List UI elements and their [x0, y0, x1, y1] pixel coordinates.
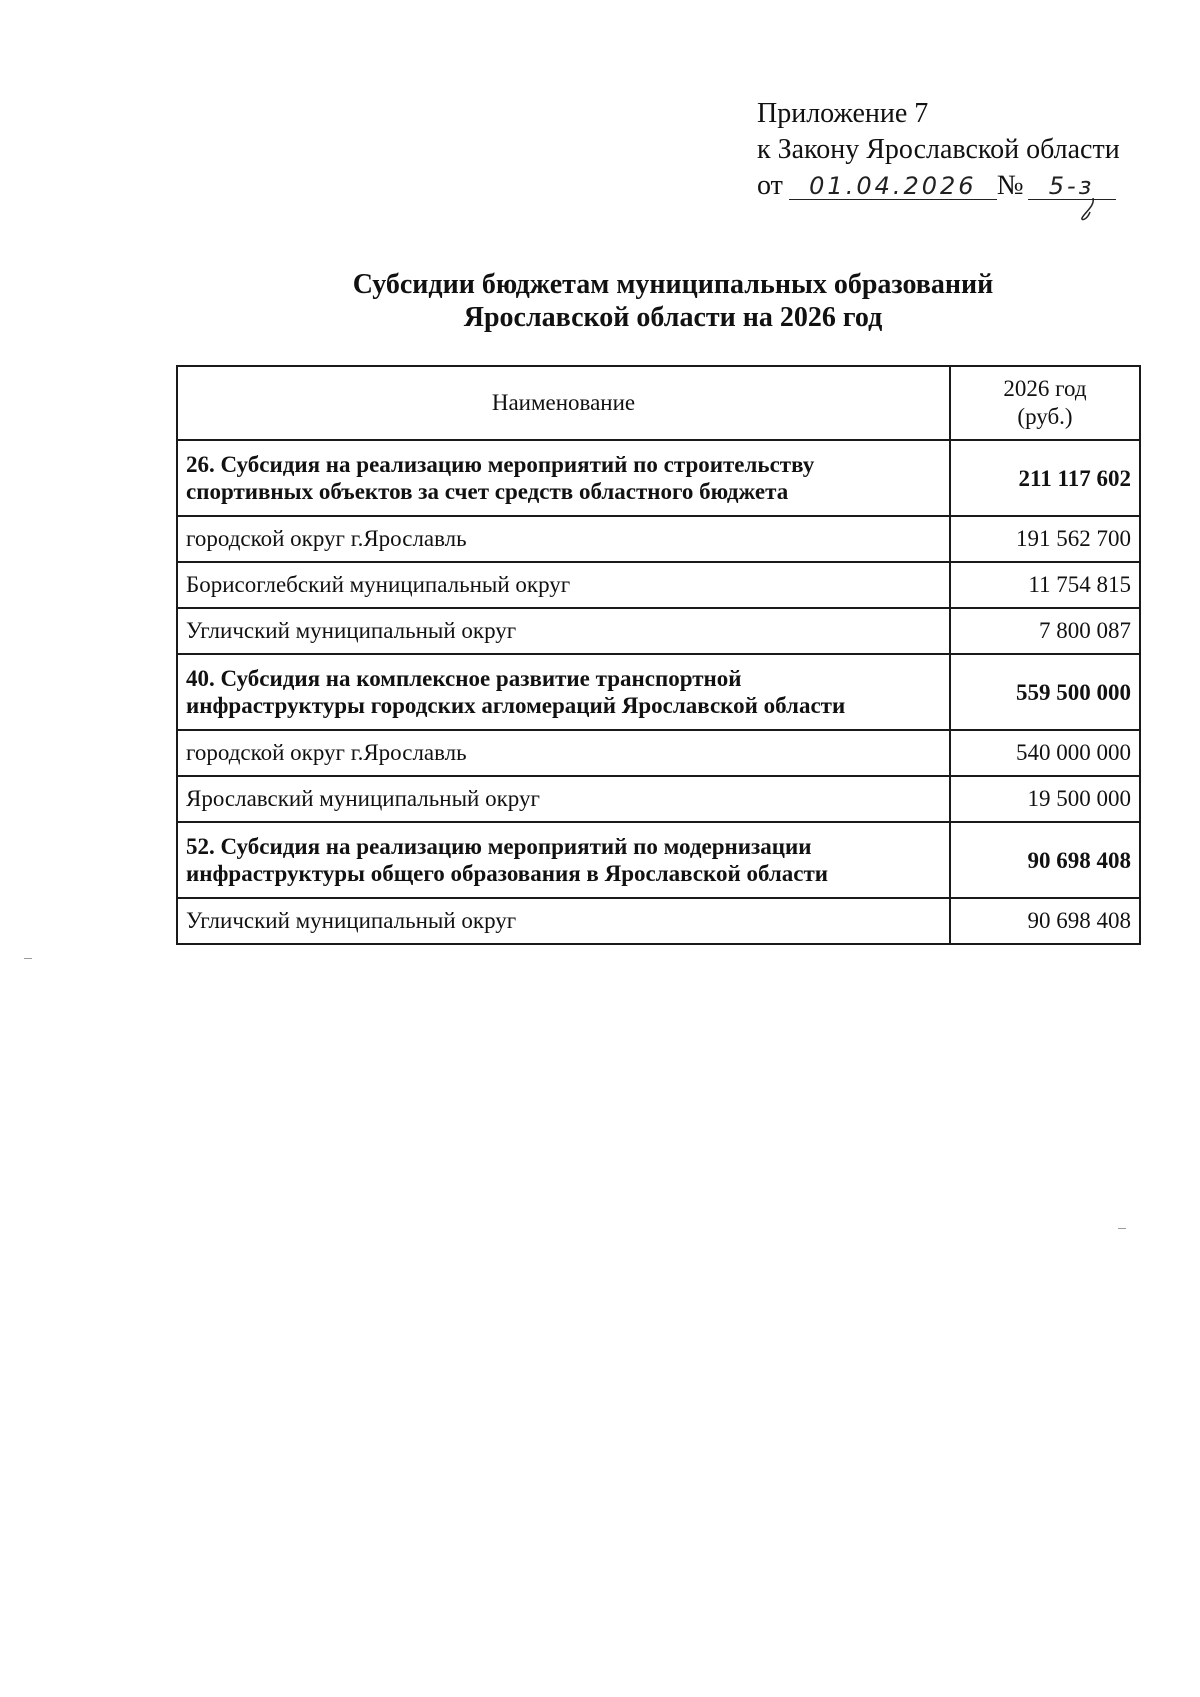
- appendix-number: Приложение 7: [757, 98, 929, 129]
- header-name: Наименование: [177, 366, 950, 440]
- subsidy-title-line-2: инфраструктуры общего образования в Ярославской области: [186, 861, 829, 886]
- municipality-row: [177, 562, 1140, 608]
- document-title: [0, 268, 1200, 334]
- scan-margin-mark: [1118, 1228, 1126, 1229]
- municipality-row: [177, 898, 1140, 944]
- municipality-name: Угличский муниципальный округ: [177, 608, 950, 654]
- municipality-row: [177, 608, 1140, 654]
- municipality-name: Угличский муниципальный округ: [177, 898, 950, 944]
- header-year-label: 2026 год: [1003, 376, 1087, 401]
- municipality-amount: 191 562 700: [950, 516, 1140, 562]
- subsidy-group-row: [177, 440, 1140, 516]
- appendix-block: [757, 96, 1120, 204]
- subsidy-title-line-2: спортивных объектов за счет средств областного бюджета: [186, 479, 789, 504]
- subsidy-group-row: [177, 654, 1140, 730]
- subsidy-total: 559 500 000: [950, 654, 1140, 730]
- municipality-row: [177, 776, 1140, 822]
- subsidy-total: 211 117 602: [950, 440, 1140, 516]
- subsidy-title-line-1: 26. Субсидия на реализацию мероприятий по строительству: [186, 452, 815, 477]
- municipality-amount: 7 800 087: [950, 608, 1140, 654]
- subsidies-table: [176, 365, 1141, 945]
- municipality-amount: 90 698 408: [950, 898, 1140, 944]
- title-line-2: Ярославской области на 2026 год: [463, 302, 883, 333]
- subsidy-title-line-2: инфраструктуры городских агломераций Ярославской области: [186, 693, 846, 718]
- header-year-unit: (руб.): [1017, 404, 1073, 429]
- handwritten-date: 01.04.2026: [789, 173, 997, 200]
- handwriting-flourish: [1079, 198, 1099, 222]
- municipality-row: [177, 516, 1140, 562]
- appendix-law-reference: к Закону Ярославской области: [757, 134, 1120, 165]
- municipality-amount: 540 000 000: [950, 730, 1140, 776]
- subsidy-title-line-1: 52. Субсидия на реализацию мероприятий по модернизации: [186, 834, 812, 859]
- number-prefix: №: [996, 170, 1024, 201]
- subsidy-total: 90 698 408: [950, 822, 1140, 898]
- subsidy-title-line-1: 40. Субсидия на комплексное развитие транспортной: [186, 666, 742, 691]
- header-year: [950, 366, 1140, 440]
- municipality-amount: 19 500 000: [950, 776, 1140, 822]
- municipality-name: Ярославский муниципальный округ: [177, 776, 950, 822]
- municipality-amount: 11 754 815: [950, 562, 1140, 608]
- subsidy-title: [177, 440, 950, 516]
- date-prefix: от: [757, 170, 783, 201]
- municipality-name: Борисоглебский муниципальный округ: [177, 562, 950, 608]
- appendix-date-number-line: [757, 168, 1120, 204]
- table-header-row: [177, 366, 1140, 440]
- subsidy-title: [177, 822, 950, 898]
- title-line-1: Субсидии бюджетам муниципальных образований: [352, 269, 994, 300]
- subsidy-group-row: [177, 822, 1140, 898]
- subsidy-title: [177, 654, 950, 730]
- municipality-name: городской округ г.Ярославль: [177, 516, 950, 562]
- municipality-name: городской округ г.Ярославль: [177, 730, 950, 776]
- scan-margin-mark: [24, 958, 32, 959]
- handwritten-number: 5-з: [1028, 173, 1116, 200]
- municipality-row: [177, 730, 1140, 776]
